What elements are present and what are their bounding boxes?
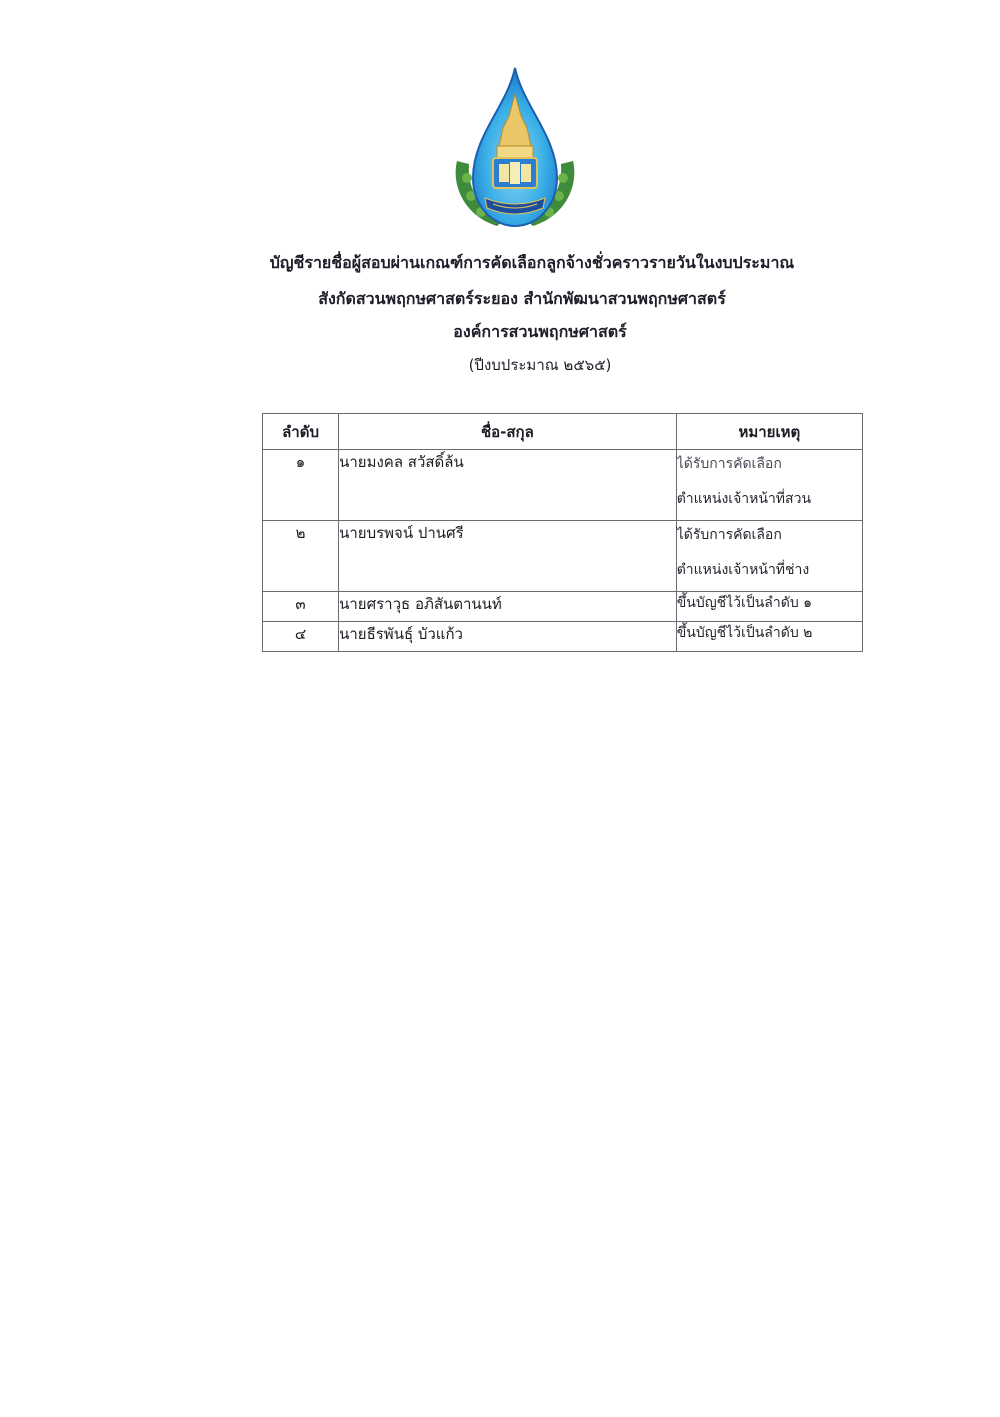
row-no: ๑ <box>263 450 339 521</box>
row-note <box>676 521 862 592</box>
table-row <box>263 450 863 521</box>
document-subtitle-affiliation: สังกัดสวนพฤกษศาสตร์ระยอง สำนักพัฒนาสวนพฤกษศาสตร์ <box>318 289 726 308</box>
fiscal-year: (ปีงบประมาณ ๒๕๖๕) <box>468 356 612 374</box>
row-no: ๒ <box>263 521 339 592</box>
row-name: นายมงคล สวัสดิ์ล้น <box>339 450 677 521</box>
document-title: บัญชีรายชื่อผู้สอบผ่านเกณฑ์การคัดเลือกลูกจ้างชั่วคราวรายวันในงบประมาณ <box>269 253 795 272</box>
passed-candidates-table <box>262 413 863 652</box>
row-name: นายศราวุธ อภิสันตานนท์ <box>339 592 677 622</box>
header-no: ลำดับ <box>263 414 339 450</box>
header-name: ชื่อ-สกุล <box>339 414 677 450</box>
note-line: ตำแหน่งเจ้าหน้าที่สวน <box>676 491 812 507</box>
note-line: ได้รับการคัดเลือก <box>676 456 782 472</box>
header-note: หมายเหตุ <box>676 414 862 450</box>
row-note: ขึ้นบัญชีไว้เป็นลำดับ ๒ <box>676 622 862 652</box>
row-no: ๔ <box>263 622 339 652</box>
note-line: ตำแหน่งเจ้าหน้าที่ช่าง <box>676 562 810 578</box>
organization-logo <box>447 66 583 236</box>
table-row <box>263 622 863 652</box>
document-subtitle-organization: องค์การสวนพฤกษศาสตร์ <box>453 322 627 341</box>
row-name: นายบรพจน์ ปานศรี <box>339 521 677 592</box>
table-header-row <box>263 414 863 450</box>
row-name: นายธีรพันธุ์ บัวแก้ว <box>339 622 677 652</box>
botanical-garden-emblem <box>447 66 583 236</box>
table-row <box>263 592 863 622</box>
row-no: ๓ <box>263 592 339 622</box>
note-line: ได้รับการคัดเลือก <box>676 527 782 543</box>
row-note: ขึ้นบัญชีไว้เป็นลำดับ ๑ <box>676 592 862 622</box>
table-row <box>263 521 863 592</box>
row-note <box>676 450 862 521</box>
